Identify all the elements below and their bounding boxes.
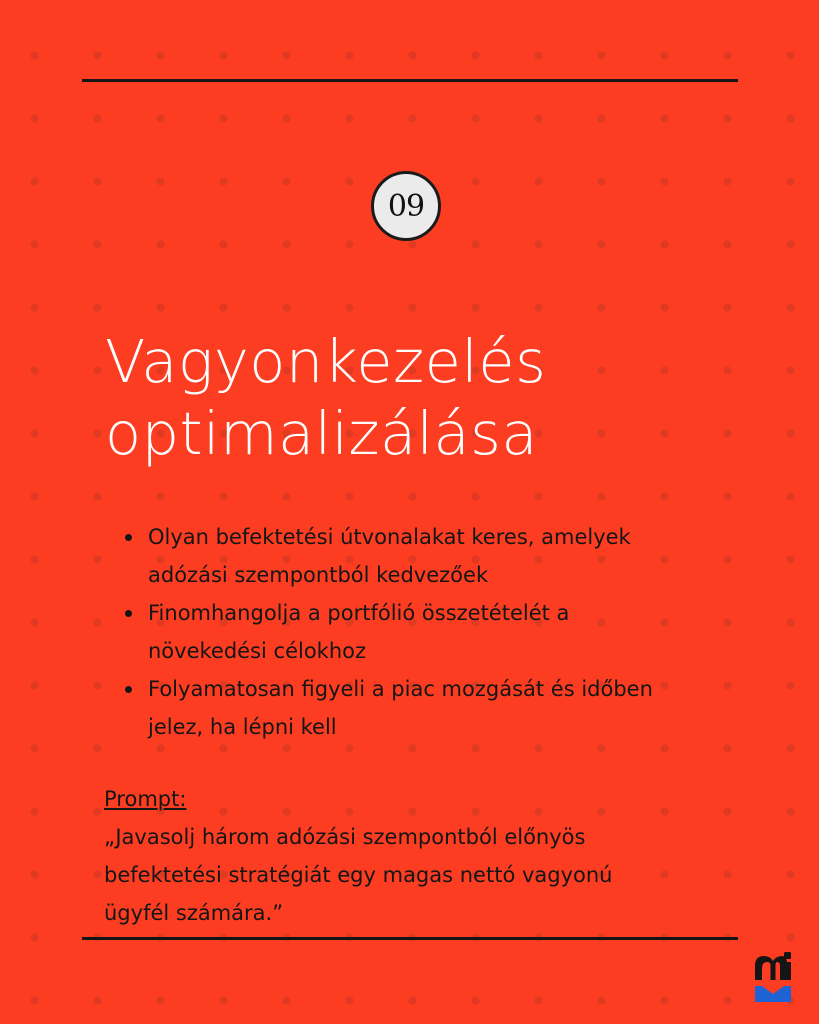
prompt-block [104,780,744,932]
bullet-line: növekedési célokhoz [148,639,367,663]
bullet-list [122,518,742,746]
prompt-line: ügyfél számára.” [104,901,284,925]
prompt-label: Prompt: [104,787,187,811]
step-number-badge: 09 [371,171,441,241]
slide-title [105,326,805,470]
bullet-item [122,518,742,594]
bullet-line: jelez, ha lépni kell [148,715,337,739]
title-line: Vagyonkezelés [105,327,547,396]
bullet-item [122,670,742,746]
prompt-line: „Javasolj három adózási szempontból előnyös [104,825,586,849]
top-divider [82,79,738,82]
bullet-item [122,594,742,670]
bullet-line: Folyamatosan figyeli a piac mozgását és időben [148,677,653,701]
bullet-line: Olyan befektetési útvonalakat keres, amelyek [148,525,631,549]
bullet-line: adózási szempontból kedvezőek [148,563,489,587]
prompt-line: befektetési stratégiát egy magas nettó vagyonú [104,863,613,887]
title-line: optimalizálása [105,399,539,468]
bullet-line: Finomhangolja a portfólió összetételét a [148,601,570,625]
bottom-divider [82,937,738,940]
mi-logo-icon [753,950,793,1006]
